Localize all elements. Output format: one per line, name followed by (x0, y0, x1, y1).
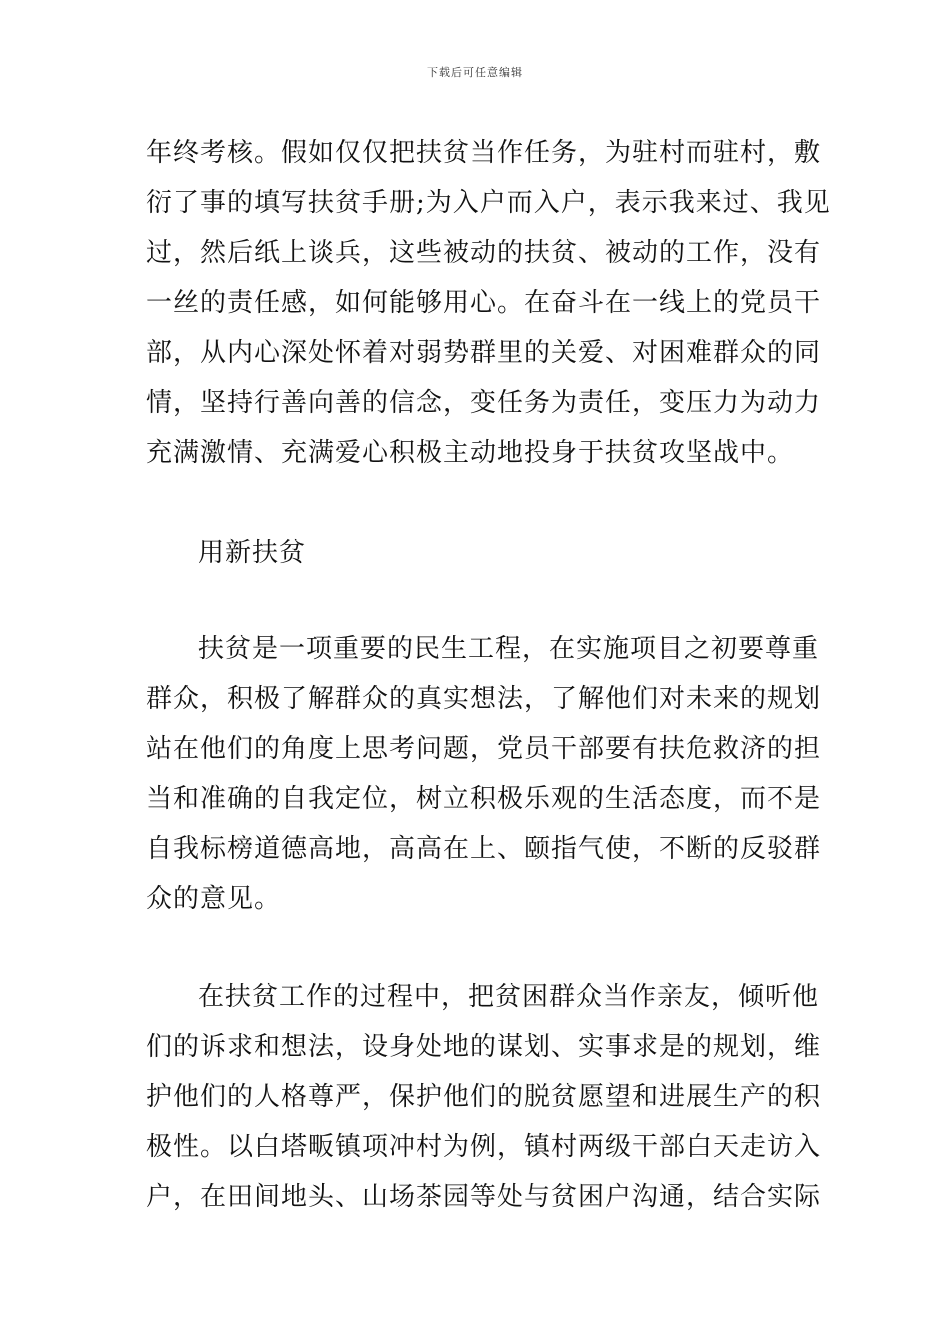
paragraph-line: 们的诉求和想法，设身处地的谋划、实事求是的规划，维 (146, 1032, 822, 1062)
paragraph-line: 年终考核。假如仅仅把扶贫当作任务，为驻村而驻村，敷 (146, 138, 822, 168)
paragraph-line: 衍了事的填写扶贫手册;为入户而入户，表示我来过、我见 (146, 188, 831, 218)
paragraph-line: 扶贫是一项重要的民生工程，在实施项目之初要尊重 (198, 634, 820, 664)
page-header: 下载后可任意编辑 (427, 66, 523, 79)
section-heading: 用新扶贫 (198, 538, 307, 568)
paragraph-3 (146, 972, 822, 1222)
paragraph-1 (146, 128, 831, 478)
paragraph-line: 部，从内心深处怀着对弱势群里的关爱、对困难群众的同 (146, 338, 822, 368)
paragraph-line: 自我标榜道德高地，高高在上、颐指气使，不断的反驳群 (146, 834, 822, 864)
paragraph-line: 护他们的人格尊严，保护他们的脱贫愿望和进展生产的积 (146, 1082, 822, 1112)
paragraph-line: 极性。以白塔畈镇项冲村为例，镇村两级干部白天走访入 (146, 1132, 822, 1162)
paragraph-line: 当和准确的自我定位，树立积极乐观的生活态度，而不是 (146, 784, 822, 814)
paragraph-line: 过，然后纸上谈兵，这些被动的扶贫、被动的工作，没有 (146, 238, 822, 268)
paragraph-line: 情，坚持行善向善的信念，变任务为责任，变压力为动力 (146, 388, 822, 418)
paragraph-line: 户，在田间地头、山场茶园等处与贫困户沟通，结合实际 (146, 1182, 822, 1212)
paragraph-2 (146, 624, 822, 924)
paragraph-line: 站在他们的角度上思考问题，党员干部要有扶危救济的担 (146, 734, 822, 764)
paragraph-line: 群众，积极了解群众的真实想法，了解他们对未来的规划 (146, 684, 822, 714)
paragraph-line: 充满激情、充满爱心积极主动地投身于扶贫攻坚战中。 (146, 438, 795, 468)
paragraph-line: 一丝的责任感，如何能够用心。在奋斗在一线上的党员干 (146, 288, 822, 318)
paragraph-line: 众的意见。 (146, 884, 282, 914)
paragraph-line: 在扶贫工作的过程中，把贫困群众当作亲友，倾听他 (198, 982, 820, 1012)
